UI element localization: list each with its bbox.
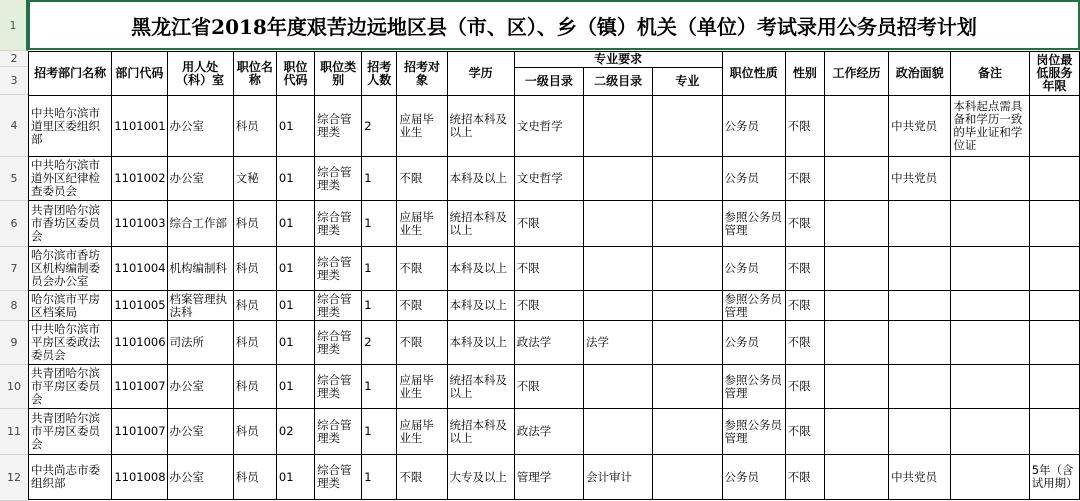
- cell-major1[interactable]: 文史哲学: [514, 96, 583, 157]
- recruitment-table: [28, 51, 1080, 500]
- cell-service[interactable]: 5年（含试用期）: [1029, 455, 1079, 500]
- row-number-4[interactable]: 4: [0, 95, 28, 157]
- cell-gender[interactable]: 不限: [785, 157, 824, 201]
- table-row: [29, 409, 1080, 455]
- table-row: [29, 321, 1080, 365]
- cell-major1[interactable]: 不限: [514, 365, 583, 409]
- cell-category[interactable]: 综合管理类: [315, 409, 362, 455]
- cell-nature[interactable]: 公务员: [722, 321, 785, 365]
- cell-code[interactable]: 1101001: [112, 96, 167, 157]
- cell-pos-name[interactable]: 科员: [233, 409, 276, 455]
- cell-experience[interactable]: [824, 291, 888, 321]
- cell-code[interactable]: 1101006: [112, 321, 167, 365]
- cell-political[interactable]: [889, 201, 951, 247]
- header-nature[interactable]: 职位性质: [722, 52, 785, 96]
- cell-experience[interactable]: [824, 247, 888, 291]
- header-major2[interactable]: 二级目录: [584, 68, 653, 96]
- row-number-6[interactable]: 6: [0, 201, 28, 247]
- cell-pos-name[interactable]: 科员: [233, 201, 276, 247]
- cell-category[interactable]: 综合管理类: [315, 365, 362, 409]
- cell-gender[interactable]: 不限: [785, 96, 824, 157]
- cell-category[interactable]: 综合管理类: [315, 291, 362, 321]
- cell-major3[interactable]: [653, 321, 722, 365]
- cell-gender[interactable]: 不限: [785, 247, 824, 291]
- cell-major2[interactable]: [584, 409, 653, 455]
- cell-major3[interactable]: [653, 365, 722, 409]
- row-number-9[interactable]: 9: [0, 321, 28, 365]
- cell-category[interactable]: 综合管理类: [315, 201, 362, 247]
- cell-pos-code[interactable]: 01: [276, 247, 314, 291]
- cell-dept[interactable]: 哈尔滨市平房区档案局: [29, 291, 112, 321]
- cell-major1[interactable]: 政法学: [514, 409, 583, 455]
- cell-remarks[interactable]: [951, 455, 1029, 500]
- cell-major3[interactable]: [653, 201, 722, 247]
- cell-remarks[interactable]: [951, 291, 1029, 321]
- cell-nature[interactable]: 公务员: [722, 455, 785, 500]
- cell-pos-code[interactable]: 01: [276, 291, 314, 321]
- cell-office[interactable]: 综合工作部: [167, 201, 233, 247]
- cell-gender[interactable]: 不限: [785, 291, 824, 321]
- cell-gender[interactable]: 不限: [785, 201, 824, 247]
- cell-office[interactable]: 办公室: [167, 409, 233, 455]
- cell-target[interactable]: 应届毕业生: [397, 201, 447, 247]
- cell-major3[interactable]: [653, 96, 722, 157]
- cell-edu[interactable]: 本科及以上: [447, 247, 514, 291]
- cell-gender[interactable]: 不限: [785, 455, 824, 500]
- cell-count[interactable]: 1: [362, 247, 397, 291]
- cell-political[interactable]: [889, 291, 951, 321]
- cell-nature[interactable]: 参照公务员管理: [722, 365, 785, 409]
- cell-pos-name[interactable]: 科员: [233, 455, 276, 500]
- cell-service[interactable]: [1029, 365, 1079, 409]
- cell-office[interactable]: 办公室: [167, 365, 233, 409]
- cell-target[interactable]: 应届毕业生: [397, 365, 447, 409]
- cell-code[interactable]: 1101005: [112, 291, 167, 321]
- cell-count[interactable]: 1: [362, 201, 397, 247]
- header-count[interactable]: 招考人数: [362, 52, 397, 96]
- cell-count[interactable]: 1: [362, 157, 397, 201]
- cell-experience[interactable]: [824, 96, 888, 157]
- cell-experience[interactable]: [824, 455, 888, 500]
- header-category[interactable]: 职位类别: [315, 52, 362, 96]
- cell-major3[interactable]: [653, 157, 722, 201]
- cell-category[interactable]: 综合管理类: [315, 157, 362, 201]
- cell-major3[interactable]: [653, 247, 722, 291]
- cell-remarks[interactable]: [951, 365, 1029, 409]
- cell-nature[interactable]: 参照公务员管理: [722, 201, 785, 247]
- table-row: [29, 365, 1080, 409]
- cell-pos-name[interactable]: 科员: [233, 291, 276, 321]
- cell-code[interactable]: 1101004: [112, 247, 167, 291]
- cell-dept[interactable]: 中共哈尔滨市平房区委政法委员会: [29, 321, 112, 365]
- cell-edu[interactable]: 本科及以上: [447, 157, 514, 201]
- cell-service[interactable]: [1029, 247, 1079, 291]
- table-row: [29, 157, 1080, 201]
- cell-political[interactable]: 中共党员: [889, 455, 951, 500]
- cell-pos-code[interactable]: 01: [276, 455, 314, 500]
- cell-experience[interactable]: [824, 201, 888, 247]
- header-dept[interactable]: 招考部门名称: [29, 52, 112, 96]
- header-experience[interactable]: 工作经历: [824, 52, 888, 96]
- cell-service[interactable]: [1029, 96, 1079, 157]
- cell-pos-name[interactable]: 文秘: [233, 157, 276, 201]
- cell-gender[interactable]: 不限: [785, 321, 824, 365]
- row-number-7[interactable]: 7: [0, 247, 28, 291]
- cell-major1[interactable]: 不限: [514, 291, 583, 321]
- cell-nature[interactable]: 公务员: [722, 157, 785, 201]
- cell-pos-code[interactable]: 01: [276, 157, 314, 201]
- cell-edu[interactable]: 统招本科及以上: [447, 365, 514, 409]
- cell-major2[interactable]: [584, 201, 653, 247]
- cell-political[interactable]: [889, 247, 951, 291]
- cell-office[interactable]: 办公室: [167, 96, 233, 157]
- cell-pos-code[interactable]: 01: [276, 201, 314, 247]
- cell-dept[interactable]: 中共哈尔滨市道里区委组织部: [29, 96, 112, 157]
- table-body: [29, 96, 1080, 500]
- cell-pos-code[interactable]: 01: [276, 321, 314, 365]
- row-number-2[interactable]: 2: [0, 51, 28, 67]
- header-code[interactable]: 部门代码: [112, 52, 167, 96]
- cell-office[interactable]: 司法所: [167, 321, 233, 365]
- title-cell[interactable]: 黑龙江省2018年度艰苦边远地区县（市、区）、乡（镇）机关（单位）考试录用公务员招考计划: [28, 0, 1080, 50]
- row-number-5[interactable]: 5: [0, 157, 28, 201]
- cell-edu[interactable]: 本科及以上: [447, 291, 514, 321]
- cell-major3[interactable]: [653, 409, 722, 455]
- cell-target[interactable]: 应届毕业生: [397, 96, 447, 157]
- cell-dept[interactable]: 共青团哈尔滨市平房区委员会: [29, 409, 112, 455]
- cell-dept[interactable]: 中共尚志市委组织部: [29, 455, 112, 500]
- cell-edu[interactable]: 大专及以上: [447, 455, 514, 500]
- cell-dept[interactable]: 哈尔滨市香坊区机构编制委员会办公室: [29, 247, 112, 291]
- cell-target[interactable]: 不限: [397, 291, 447, 321]
- cell-pos-code[interactable]: 01: [276, 365, 314, 409]
- cell-dept[interactable]: 共青团哈尔滨市平房区委员会: [29, 365, 112, 409]
- cell-edu[interactable]: 统招本科及以上: [447, 201, 514, 247]
- cell-nature[interactable]: 公务员: [722, 247, 785, 291]
- cell-remarks[interactable]: 本科起点需具备和学历一致的毕业证和学位证: [951, 96, 1029, 157]
- cell-code[interactable]: 1101008: [112, 455, 167, 500]
- row-number-8[interactable]: 8: [0, 291, 28, 321]
- cell-major2[interactable]: [584, 291, 653, 321]
- header-target[interactable]: 招考对象: [397, 52, 447, 96]
- cell-gender[interactable]: 不限: [785, 365, 824, 409]
- cell-edu[interactable]: 统招本科及以上: [447, 96, 514, 157]
- cell-count[interactable]: 2: [362, 321, 397, 365]
- cell-major2[interactable]: [584, 157, 653, 201]
- cell-experience[interactable]: [824, 157, 888, 201]
- cell-remarks[interactable]: [951, 321, 1029, 365]
- cell-service[interactable]: [1029, 201, 1079, 247]
- header-position-code[interactable]: 职位代码: [276, 52, 314, 96]
- cell-remarks[interactable]: [951, 157, 1029, 201]
- cell-edu[interactable]: 统招本科及以上: [447, 409, 514, 455]
- cell-target[interactable]: 不限: [397, 247, 447, 291]
- cell-experience[interactable]: [824, 321, 888, 365]
- cell-count[interactable]: 1: [362, 365, 397, 409]
- row-number-11[interactable]: 11: [0, 409, 28, 455]
- cell-major2[interactable]: [584, 96, 653, 157]
- cell-code[interactable]: 1101002: [112, 157, 167, 201]
- header-major1[interactable]: 一级目录: [514, 68, 583, 96]
- cell-office[interactable]: 机构编制科: [167, 247, 233, 291]
- header-position-name[interactable]: 职位名称: [233, 52, 276, 96]
- cell-major2[interactable]: 会计审计: [584, 455, 653, 500]
- cell-service[interactable]: [1029, 321, 1079, 365]
- table-row: [29, 291, 1080, 321]
- cell-remarks[interactable]: [951, 409, 1029, 455]
- cell-major3[interactable]: [653, 291, 722, 321]
- cell-pos-name[interactable]: 科员: [233, 96, 276, 157]
- cell-category[interactable]: 综合管理类: [315, 321, 362, 365]
- table-row: [29, 455, 1080, 500]
- cell-major2[interactable]: [584, 365, 653, 409]
- header-political[interactable]: 政治面貌: [889, 52, 951, 96]
- cell-gender[interactable]: 不限: [785, 409, 824, 455]
- cell-count[interactable]: 1: [362, 291, 397, 321]
- cell-category[interactable]: 综合管理类: [315, 96, 362, 157]
- header-education[interactable]: 学历: [447, 52, 514, 96]
- cell-dept[interactable]: 中共哈尔滨市道外区纪律检查委员会: [29, 157, 112, 201]
- header-office[interactable]: 用人处（科）室: [167, 52, 233, 96]
- cell-count[interactable]: 2: [362, 96, 397, 157]
- cell-pos-code[interactable]: 02: [276, 409, 314, 455]
- cell-major1[interactable]: 政法学: [514, 321, 583, 365]
- cell-political[interactable]: [889, 409, 951, 455]
- cell-political[interactable]: 中共党员: [889, 157, 951, 201]
- cell-category[interactable]: 综合管理类: [315, 455, 362, 500]
- cell-major1[interactable]: 不限: [514, 247, 583, 291]
- cell-code[interactable]: 1101007: [112, 409, 167, 455]
- cell-target[interactable]: 应届毕业生: [397, 409, 447, 455]
- table-row: [29, 247, 1080, 291]
- header-service[interactable]: 岗位最低服务年限: [1029, 52, 1079, 96]
- header-gender[interactable]: 性别: [785, 52, 824, 96]
- cell-target[interactable]: 不限: [397, 455, 447, 500]
- cell-office[interactable]: 办公室: [167, 157, 233, 201]
- cell-remarks[interactable]: [951, 201, 1029, 247]
- cell-pos-code[interactable]: 01: [276, 96, 314, 157]
- cell-major1[interactable]: 文史哲学: [514, 157, 583, 201]
- cell-major1[interactable]: 管理学: [514, 455, 583, 500]
- cell-major3[interactable]: [653, 455, 722, 500]
- row-number-1[interactable]: 1: [0, 0, 28, 51]
- row-number-3[interactable]: 3: [0, 67, 28, 95]
- cell-political[interactable]: [889, 365, 951, 409]
- cell-experience[interactable]: [824, 365, 888, 409]
- cell-nature[interactable]: 参照公务员管理: [722, 291, 785, 321]
- cell-office[interactable]: 档案管理执法科: [167, 291, 233, 321]
- cell-pos-name[interactable]: 科员: [233, 365, 276, 409]
- cell-major2[interactable]: [584, 247, 653, 291]
- cell-service[interactable]: [1029, 291, 1079, 321]
- cell-major2[interactable]: 法学: [584, 321, 653, 365]
- cell-service[interactable]: [1029, 409, 1079, 455]
- cell-major1[interactable]: 不限: [514, 201, 583, 247]
- cell-office[interactable]: 办公室: [167, 455, 233, 500]
- cell-code[interactable]: 1101003: [112, 201, 167, 247]
- cell-nature[interactable]: 公务员: [722, 96, 785, 157]
- row-number-10[interactable]: 10: [0, 365, 28, 409]
- cell-target[interactable]: 不限: [397, 157, 447, 201]
- cell-remarks[interactable]: [951, 247, 1029, 291]
- cell-political[interactable]: [889, 321, 951, 365]
- table-row: [29, 96, 1080, 157]
- cell-political[interactable]: 中共党员: [889, 96, 951, 157]
- table-row: [29, 201, 1080, 247]
- cell-experience[interactable]: [824, 409, 888, 455]
- cell-nature[interactable]: 参照公务员管理: [722, 409, 785, 455]
- row-number-12[interactable]: 12: [0, 455, 28, 501]
- cell-target[interactable]: 不限: [397, 321, 447, 365]
- cell-count[interactable]: 1: [362, 455, 397, 500]
- header-remarks[interactable]: 备注: [951, 52, 1029, 96]
- cell-category[interactable]: 综合管理类: [315, 247, 362, 291]
- cell-pos-name[interactable]: 科员: [233, 321, 276, 365]
- cell-edu[interactable]: 本科及以上: [447, 321, 514, 365]
- cell-service[interactable]: [1029, 157, 1079, 201]
- cell-dept[interactable]: 共青团哈尔滨市香坊区委员会: [29, 201, 112, 247]
- cell-pos-name[interactable]: 科员: [233, 247, 276, 291]
- header-major-group[interactable]: 专业要求: [514, 52, 722, 68]
- cell-count[interactable]: 1: [362, 409, 397, 455]
- cell-code[interactable]: 1101007: [112, 365, 167, 409]
- header-major3[interactable]: 专业: [653, 68, 722, 96]
